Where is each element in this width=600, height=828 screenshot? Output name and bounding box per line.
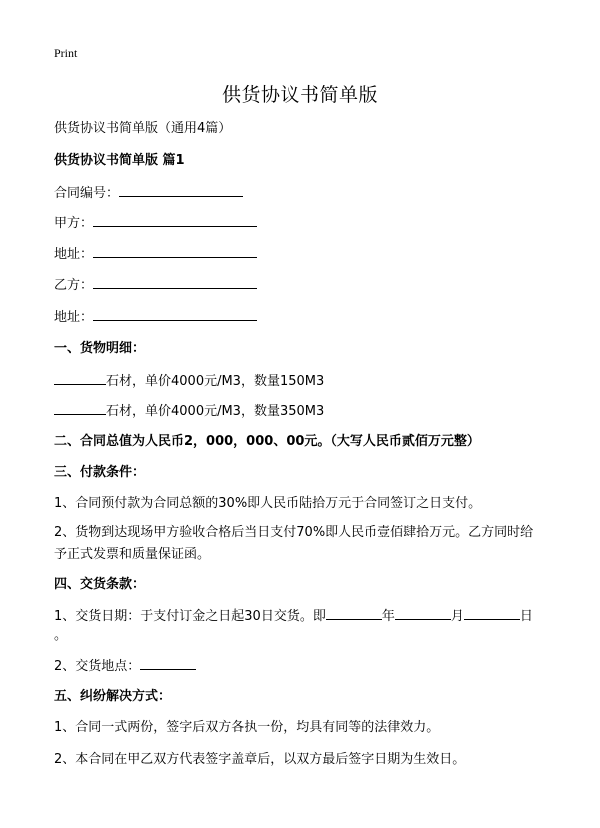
page-title: 供货协议书简单版: [221, 84, 378, 106]
party-a-field: [54, 214, 257, 233]
address-b-blank: [93, 308, 257, 321]
section-2-heading: 二、合同总值为人民币2，000，000、00元。（大写人民币贰佰万元整）: [54, 434, 480, 449]
delivery-location-blank: [140, 657, 196, 670]
delivery-year-label: 年: [381, 609, 395, 624]
party-b-label: 乙方：: [54, 278, 94, 293]
delivery-day-label: 日: [519, 609, 533, 624]
goods-item-1: [54, 372, 324, 391]
goods-item-2-text: 石材，单价4000元/M3，数量350M3: [106, 404, 325, 419]
party-b-field: [54, 276, 257, 295]
goods-item-2-blank: [54, 402, 106, 415]
delivery-location: [54, 657, 196, 676]
party-a-label: 甲方：: [54, 216, 94, 231]
address-a-label: 地址：: [54, 247, 94, 262]
delivery-date-prefix: 1、交货日期：于支付订金之日起30日交货。即: [54, 609, 326, 624]
contract-number-label: 合同编号：: [54, 186, 120, 201]
goods-item-1-text: 石材，单价4000元/M3，数量150M3: [106, 374, 325, 389]
address-b-label: 地址：: [54, 310, 94, 325]
delivery-month-label: 月: [450, 609, 464, 624]
section-4-heading: 四、交货条款：: [54, 577, 146, 592]
party-b-blank: [93, 276, 257, 289]
payment-term-1: 1、合同预付款为合同总额的30%即人民币陆拾万元于合同签订之日支付。: [54, 496, 482, 511]
delivery-date-end: 。: [54, 628, 68, 643]
article-heading: 供货协议书简单版 篇1: [54, 153, 185, 168]
delivery-location-label: 2、交货地点：: [54, 659, 141, 674]
delivery-month-blank: [395, 607, 451, 620]
delivery-day-blank: [464, 607, 520, 620]
party-a-blank: [93, 214, 257, 227]
subtitle: 供货协议书简单版（通用4篇）: [54, 121, 232, 136]
section-3-heading: 三、付款条件：: [54, 465, 146, 480]
contract-number-blank: [119, 184, 243, 197]
section-1-heading: 一、货物明细：: [54, 341, 146, 356]
goods-item-1-blank: [54, 372, 106, 385]
contract-number-field: [54, 184, 243, 203]
delivery-date: [54, 607, 533, 626]
dispute-term-2: 2、本合同在甲乙双方代表签字盖章后，以双方最后签字日期为生效日。: [54, 752, 466, 767]
address-a-field: [54, 245, 257, 264]
address-a-blank: [93, 245, 257, 258]
address-b-field: [54, 308, 257, 327]
delivery-year-blank: [326, 607, 382, 620]
print-link[interactable]: Print: [54, 46, 78, 60]
payment-term-2: 2、货物到达现场甲方验收合格后当日支付70%即人民币壹佰肆拾万元。乙方同时给予正式发票和质量保证函。: [54, 525, 534, 562]
section-5-heading: 五、纠纷解决方式：: [54, 689, 172, 704]
dispute-term-1: 1、合同一式两份，签字后双方各执一份，均具有同等的法律效力。: [54, 720, 440, 735]
goods-item-2: [54, 402, 324, 421]
